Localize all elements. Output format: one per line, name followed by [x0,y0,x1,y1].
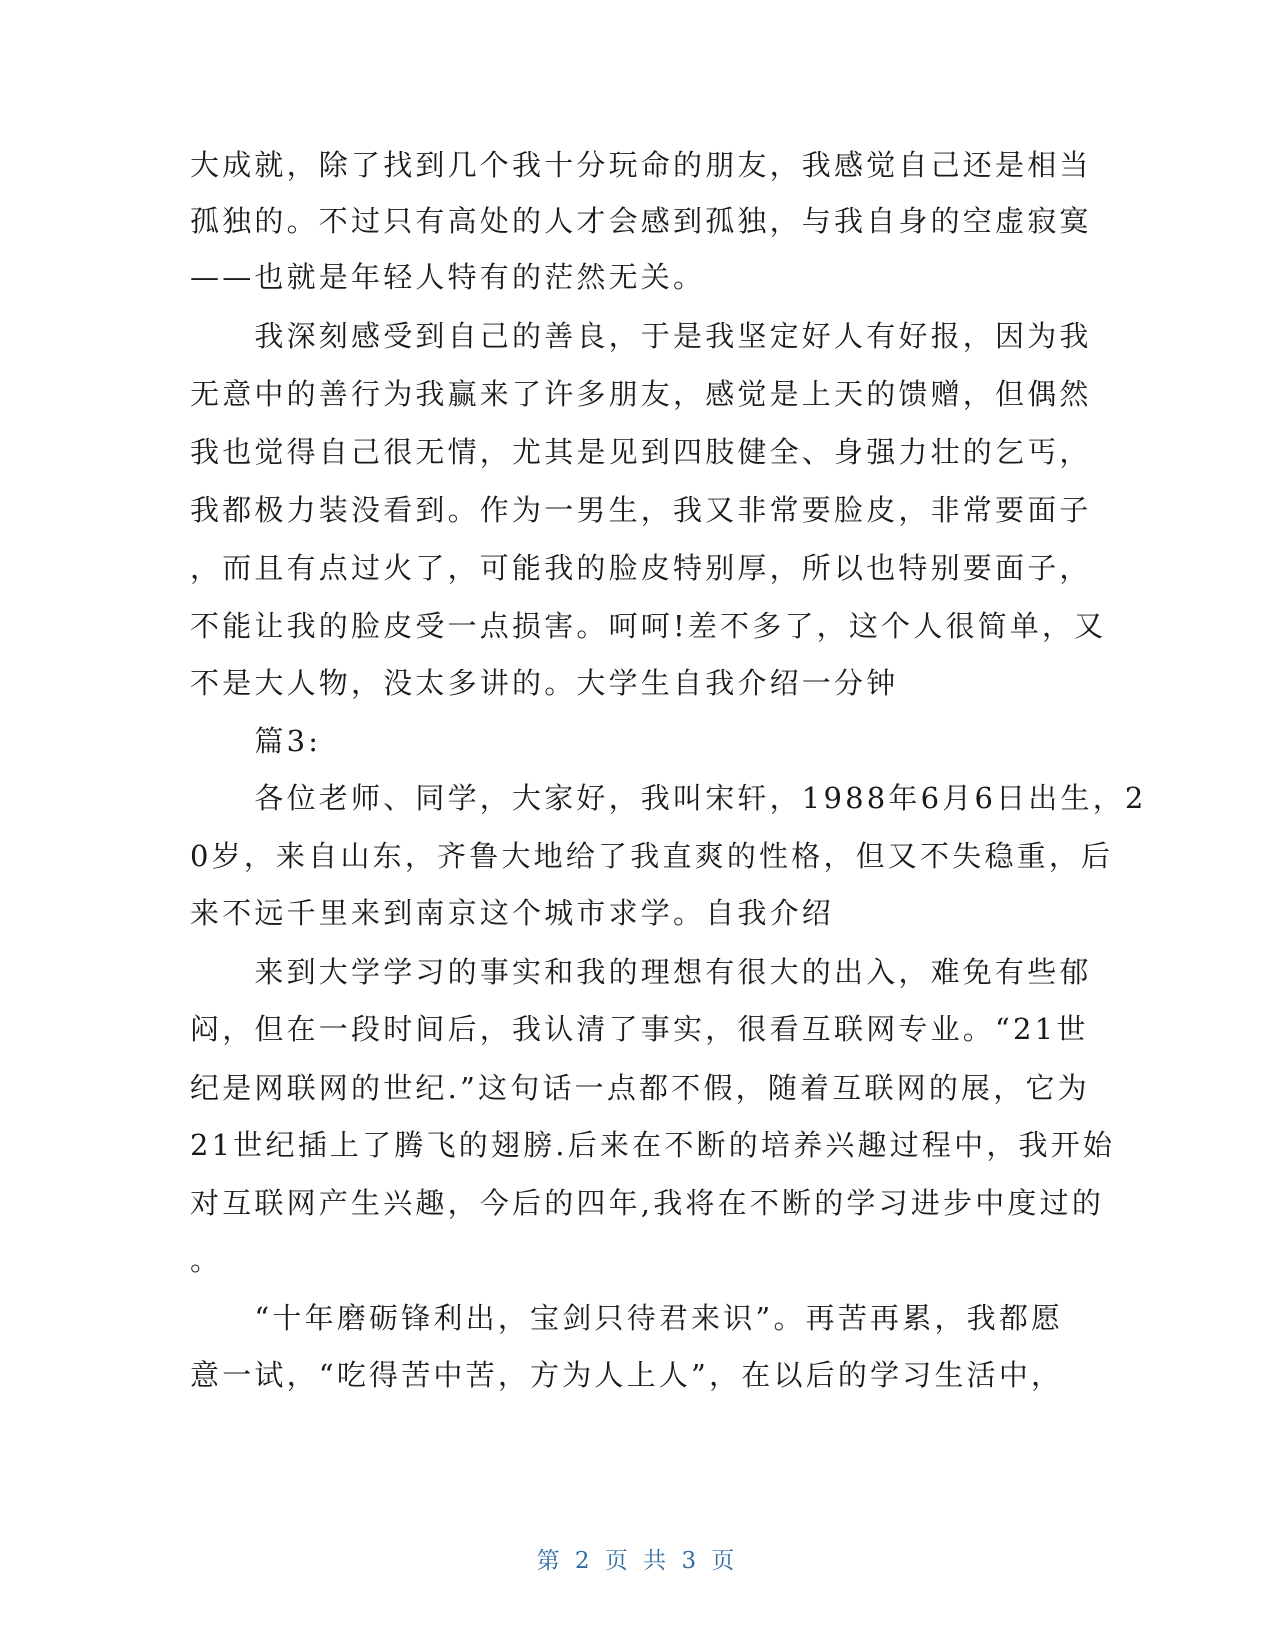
text-line: 对互联网产生兴趣，今后的四年,我将在不断的学习进步中度过的 [190,1186,1105,1220]
page-number-footer: 第 2 页 共 3 页 [536,1548,739,1574]
text-line: 不能让我的脸皮受一点损害。呵呵!差不多了，这个人很简单，又 [190,609,1107,643]
section-heading: 篇3: [190,724,322,758]
text-line: ——也就是年轻人特有的茫然无关。 [190,260,706,294]
text-line: 。 [190,1243,223,1277]
text-line: 无意中的善行为我赢来了许多朋友，感觉是上天的馈赠，但偶然 [190,377,1092,411]
text-line: 纪是网联网的世纪.”这句话一点都不假，随着互联网的展，它为 [190,1071,1090,1105]
text-line: “十年磨砺锋利出，宝剑只待君来识”。再苦再累，我都愿 [190,1301,1064,1335]
text-line: 我也觉得自己很无情，尤其是见到四肢健全、身强力壮的乞丐， [190,435,1092,469]
text-line: 21世纪插上了腾飞的翅膀.后来在不断的培养兴趣过程中，我开始 [190,1128,1116,1162]
text-line: 不是大人物，没太多讲的。大学生自我介绍一分钟 [190,666,899,700]
text-line: 闷，但在一段时间后，我认清了事实，很看互联网专业。“21世 [190,1012,1089,1046]
text-line: 我深刻感受到自己的善良，于是我坚定好人有好报，因为我 [190,319,1092,353]
text-line: 我都极力装没看到。作为一男生，我又非常要脸皮，非常要面子 [190,493,1092,527]
text-line: 意一试，“吃得苦中苦，方为人上人”，在以后的学习生活中， [190,1358,1064,1392]
text-line: 来到大学学习的事实和我的理想有很大的出入，难免有些郁 [190,955,1092,989]
text-line: 0岁，来自山东，齐鲁大地给了我直爽的性格，但又不失稳重，后 [190,839,1114,873]
text-line: 各位老师、同学，大家好，我叫宋轩，1988年6月6日出生，2 [190,781,1147,815]
text-line: 大成就，除了找到几个我十分玩命的朋友，我感觉自己还是相当 [190,148,1092,182]
text-line: ，而且有点过火了，可能我的脸皮特别厚，所以也特别要面子， [190,551,1092,585]
text-line: 孤独的。不过只有高处的人才会感到孤独，与我自身的空虚寂寞 [190,204,1092,238]
text-line: 来不远千里来到南京这个城市求学。自我介绍 [190,896,835,930]
